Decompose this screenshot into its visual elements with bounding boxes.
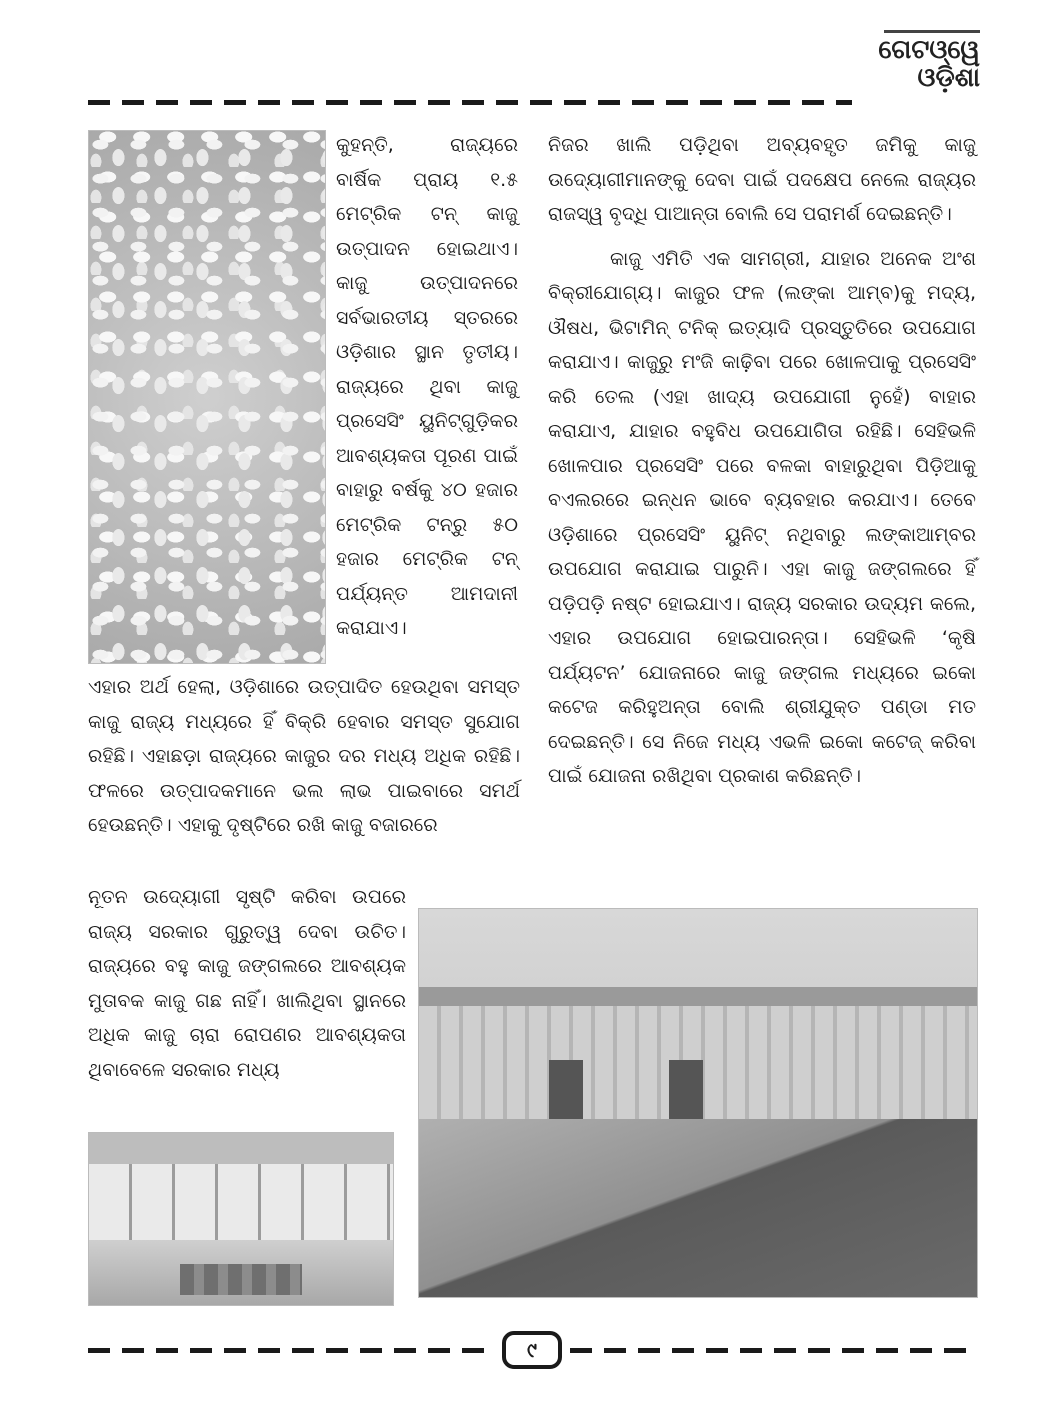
left-column-top [336,128,518,646]
bottom-dashed-rule-right [570,1348,976,1353]
bottom-dashed-rule-left [88,1348,496,1353]
warehouse-photo [418,908,978,1298]
masthead-rule [884,30,980,33]
right-column [548,128,976,794]
left-column-middle [88,670,520,843]
interior-sacks [180,1264,302,1295]
factory-interior-photo [88,1132,394,1306]
right-column-para2: କାଜୁ ଏମିତି ଏକ ସାମଗ୍ରୀ, ଯାହାର ଅନେକ ଅଂଶ ବିକ୍ରୀଯୋଗ୍ୟ। କାଜୁର ଫଳ (ଲଙ୍କା ଆମ୍ବ)କୁ ମଦ୍ୟ, ଔଷଧ, ଭିଟାମିନ୍ ଟନିକ୍ ଇତ୍ୟାଦି ପ୍ରସ୍ତୁତିରେ ଉପଯୋଗ କରାଯାଏ। କାଜୁରୁ ମଂଜି କାଢ଼ିବା ପରେ ଖୋଳପାକୁ ପ୍ରସେସିଂ କରି ତେଲ (ଏହା ଖାଦ୍ୟ ଉପଯୋଗୀ ନୁହେଁ) ବାହାର କରାଯାଏ, ଯାହାର ବହୁବିଧ ଉପଯୋଗିତା ରହିଛି। ସେହିଭଳି ଖୋଳପାର ପ୍ରସେସିଂ ପରେ ବଳକା ବାହାରୁଥିବା ପିଡ଼ିଆକୁ ବଏଲରରେ ଇନ୍ଧନ ଭାବେ ବ୍ୟବହାର କରଯାଏ। ତେବେ ଓଡ଼ିଶାରେ ପ୍ରସେସିଂ ୟୁନିଟ୍ ନଥିବାରୁ ଲଙ୍କାଆମ୍ବର ଉପଯୋଗ କରାଯାଇ ପାରୁନି। ଏହା କାଜୁ ଜଙ୍ଗଲରେ ହିଁ ପଡ଼ିପଡ଼ି ନଷ୍ଟ ହୋଇଯାଏ। ରାଜ୍ୟ ସରକାର ଉଦ୍ୟମ କଲେ, ଏହାର ଉପଯୋଗ ହୋଇପାରନ୍ତା। ସେହିଭଳି ‘କୃଷି ପର୍ଯ୍ୟଟନ’ ଯୋଜନାରେ କାଜୁ ଜଙ୍ଗଲ ମଧ୍ୟରେ ଇକୋ କଟେଜ କରିହୁଅନ୍ତା ବୋଲି ଶ୍ରୀଯୁକ୍ତ ପଣ୍ଡା ମତ ଦେଇଛନ୍ତି। ସେ ନିଜେ ମଧ୍ୟ ଏଭଳି ଇକୋ କଟେଜ୍ କରିବା ପାଇଁ ଯୋଜନା ରଖିଥିବା ପ୍ରକାଶ କରିଛନ୍ତି। [548,247,976,787]
masthead [878,30,980,91]
left-column-top-text: କୁହନ୍ତି, ରାଜ୍ୟରେ ବାର୍ଷିକ ପ୍ରାୟ ୧.୫ ମେଟ୍ରିକ ଟନ୍ କାଜୁ ଉତ୍ପାଦନ ହୋଇଥାଏ। କାଜୁ ଉତ୍ପାଦନରେ ସର୍ବଭାରତୀୟ ସ୍ତରରେ ଓଡ଼ିଶାର ସ୍ଥାନ ତୃତୀୟ। ରାଜ୍ୟରେ ଥିବା କାଜୁ ପ୍ରସେସିଂ ୟୁନିଟ୍‌ଗୁଡ଼ିକର ଆବଶ୍ୟକତା ପୂରଣ ପାଇଁ ବାହାରୁ ବର୍ଷକୁ ୪୦ ହଜାର ମେଟ୍ରିକ ଟନ୍‌ରୁ ୫୦ ହଜାର ମେଟ୍ରିକ ଟନ୍ ପର୍ଯ୍ୟନ୍ତ ଆମଦାନୀ କରାଯାଏ। [336,134,518,639]
interior-ceiling [89,1133,393,1164]
cashew-photo [88,130,326,664]
warehouse-building [419,1006,977,1134]
right-column-para1: ନିଜର ଖାଲି ପଡ଼ିଥିବା ଅବ୍ୟବହୃତ ଜମିକୁ କାଜୁ ଉଦ୍ୟୋଗୀମାନଙ୍କୁ ଦେବା ପାଇଁ ପଦକ୍ଷେପ ନେଲେ ରାଜ୍ୟର ରାଜସ୍ୱ ବୃଦ୍ଧି ପାଆନ୍ତା ବୋଲି ସେ ପରାମର୍ଶ ଦେଇଛନ୍ତି। [548,134,976,225]
left-column-bottom-text: ନୂତନ ଉଦ୍ୟୋଗୀ ସୃଷ୍ଟି କରିବା ଉପରେ ରାଜ୍ୟ ସରକାର ଗୁରୁତ୍ୱ ଦେବା ଉଚିତ। ରାଜ୍ୟରେ ବହୁ କାଜୁ ଜଙ୍ଗଲରେ ଆବଶ୍ୟକ ମୁତାବକ କାଜୁ ଗଛ ନାହିଁ। ଖାଲିଥିବା ସ୍ଥାନରେ ଅଧିକ କାଜୁ ଚାରା ରୋପଣର ଆବଶ୍ୟକତା ଥିବାବେଳେ ସରକାର ମଧ୍ୟ [88,886,406,1081]
page-number: ୯ [502,1331,562,1369]
warehouse-yard [419,1119,977,1297]
masthead-line1: ଗେଟଓ୍ୱେ [878,35,980,65]
masthead-line2: ଓଡ଼ିଶା [917,63,980,93]
left-column-bottom [88,880,406,1087]
top-dashed-rule [88,100,852,105]
left-column-middle-text: ଏହାର ଅର୍ଥ ହେଲା, ଓଡ଼ିଶାରେ ଉତ୍ପାଦିତ ହେଉଥିବା ସମସ୍ତ କାଜୁ ରାଜ୍ୟ ମଧ୍ୟରେ ହିଁ ବିକ୍ରି ହେବାର ସମସ୍ତ ସୁଯୋଗ ରହିଛି। ଏହାଛଡ଼ା ରାଜ୍ୟରେ କାଜୁର ଦର ମଧ୍ୟ ଅଧିକ ରହିଛି। ଫଳରେ ଉତ୍ପାଦକମାନେ ଭଲ ଲାଭ ପାଇବାରେ ସମର୍ଥ ହେଉଛନ୍ତି। ଏହାକୁ ଦୃଷ୍ଟିରେ ରଖି କାଜୁ ବଜାରରେ [88,676,520,836]
